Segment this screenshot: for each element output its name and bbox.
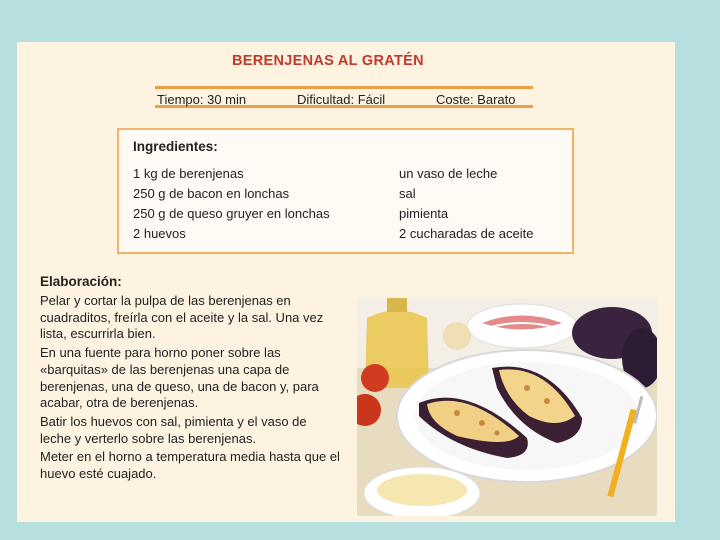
ingredient-item: pimienta [399, 206, 449, 221]
ingredient-item: sal [399, 186, 416, 201]
elaboration-title: Elaboración: [40, 274, 122, 289]
recipe-meta-bar [155, 86, 533, 108]
ingredient-item: 250 g de queso gruyer en lonchas [133, 206, 330, 221]
ingredients-right-column [399, 164, 533, 244]
step-item: Batir los huevos con sal, pimienta y el vaso de leche y verterlo sobre las berenjenas. [40, 413, 307, 446]
ingredients-left-column [133, 164, 330, 244]
recipe-title: BERENJENAS AL GRATÉN [232, 53, 424, 69]
ingredients-title: Ingredientes: [133, 139, 218, 154]
step-item: En una fuente para horno poner sobre las «barquitas» de las berenjenas una capa de berenjenas, una de queso, una de bacon y, para acabar, otra de berenjenas. [40, 345, 319, 411]
meta-cost: Coste: Barato [436, 92, 516, 107]
step-item: Meter en el horno a temperatura media hasta que el huevo esté cuajado. [40, 449, 340, 482]
meta-time: Tiempo: 30 min [157, 92, 247, 107]
ingredient-item: 2 cucharadas de aceite [399, 226, 534, 241]
ingredient-item: 2 huevos [133, 226, 186, 241]
dish-illustration [357, 298, 657, 516]
ingredient-item: un vaso de leche [399, 166, 498, 181]
elaboration-steps [40, 293, 340, 485]
step-item: Pelar y cortar la pulpa de las berenjenas en cuadraditos, freírla con el aceite y la sal. Una vez lista, escurrirla bien. [40, 293, 324, 342]
ingredient-item: 250 g de bacon en lonchas [133, 186, 290, 201]
bacon-plate-icon [467, 304, 577, 348]
ingredient-item: 1 kg de berenjenas [133, 166, 244, 181]
recipe-page [17, 42, 675, 522]
dish-photo [357, 298, 657, 516]
grated-cheese-icon [364, 467, 480, 516]
ingredients-box [117, 128, 574, 254]
onion-icon [443, 322, 471, 350]
meta-difficulty: Dificultad: Fácil [297, 92, 386, 107]
